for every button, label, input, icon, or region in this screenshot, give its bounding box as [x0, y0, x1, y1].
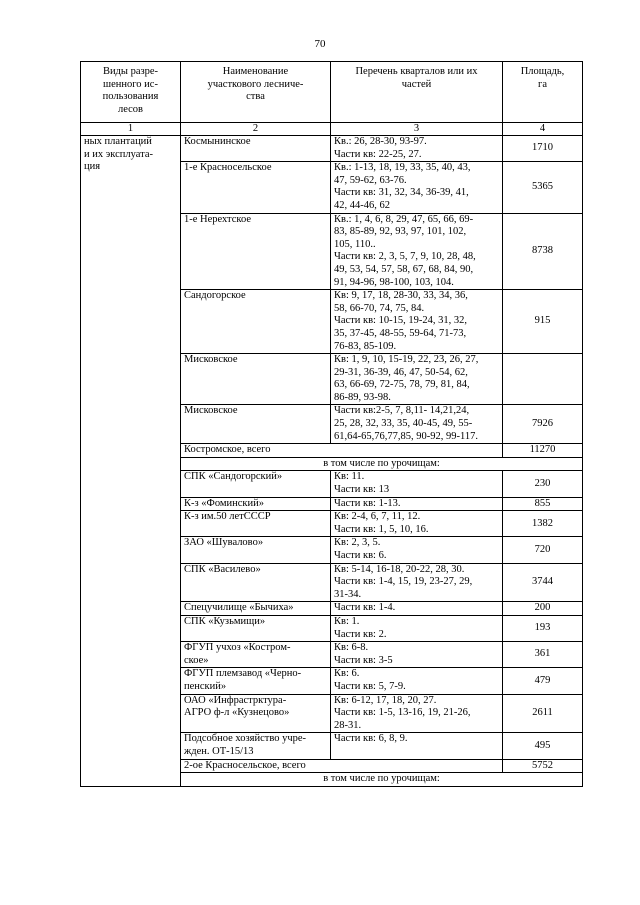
quarters-list: Кв: 6-12, 17, 18, 20, 27. Части кв: 1-5, 13-16, 19, 21-26, 28-31. [331, 694, 503, 733]
header-area: Площадь, га [503, 62, 583, 123]
tract-name: ФГУП учхоз «Костром- ское» [181, 642, 331, 668]
total-area: 11270 [503, 444, 583, 458]
forest-use-type: ных плантаций и их эксплуата- ция [81, 136, 181, 787]
area-value: 7926 [503, 405, 583, 444]
quarters-list: Кв: 5-14, 16-18, 20-22, 28, 30. Части кв: 1-4, 15, 19, 23-27, 29, 31-34. [331, 563, 503, 602]
quarters-list: Кв: 9, 17, 18, 28-30, 33, 34, 36, 58, 66-70, 74, 75, 84. Части кв: 10-15, 19-24, 31, 32, 35, 37-45, 48-55, 59-64, 71-73, 76-83, 85-109. [331, 290, 503, 354]
tract-name: К-з «Фоминский» [181, 497, 331, 511]
header-row [81, 62, 583, 123]
quarters-list: Кв: 6-8. Части кв: 3-5 [331, 642, 503, 668]
quarters-list: Кв: 1, 9, 10, 15-19, 22, 23, 26, 27, 29-31, 36-39, 46, 47, 50-54, 62, 63, 66-69, 72-75, 78, 79, 81, 84, 86-89, 93-98. [331, 354, 503, 405]
quarters-list: Части кв: 6, 8, 9. [331, 733, 503, 759]
area-value: 915 [503, 290, 583, 354]
forestry-name: 1-е Красносельское [181, 162, 331, 213]
area-value: 361 [503, 642, 583, 668]
quarters-list: Части кв: 1-4. [331, 602, 503, 616]
header-quarters-list: Перечень кварталов или их частей [331, 62, 503, 123]
forestry-name: 1-е Нерехтское [181, 213, 331, 290]
quarters-list: Кв.: 26, 28-30, 93-97. Части кв: 22-25, 27. [331, 136, 503, 162]
tract-name: СПК «Василево» [181, 563, 331, 602]
tract-name: СПК «Кузьмищи» [181, 615, 331, 641]
subheader: в том числе по урочищам: [181, 773, 583, 787]
page-number: 70 [314, 38, 326, 50]
total-label: Костромское, всего [181, 444, 503, 458]
column-numbers-row [81, 123, 583, 136]
area-value [503, 354, 583, 405]
quarters-list: Кв.: 1, 4, 6, 8, 29, 47, 65, 66, 69- 83, 85-89, 92, 93, 97, 101, 102, 105, 110.. Части кв: 2, 3, 5, 7, 9, 10, 28, 48, 49, 53, 54, 57, 58, 67, 68, 84, 90, 91, 94-96, 98-100, 103, 104. [331, 213, 503, 290]
quarters-list: Кв: 2, 3, 5. Части кв: 6. [331, 537, 503, 563]
quarters-list: Кв: 11. Части кв: 13 [331, 471, 503, 497]
forest-use-table [80, 61, 583, 787]
column-number-2: 2 [181, 123, 331, 136]
tract-name: СПК «Сандогорский» [181, 471, 331, 497]
area-value: 200 [503, 602, 583, 616]
forestry-name: Сандогорское [181, 290, 331, 354]
quarters-list: Кв: 1. Части кв: 2. [331, 615, 503, 641]
area-value: 3744 [503, 563, 583, 602]
area-value: 1382 [503, 511, 583, 537]
area-value: 193 [503, 615, 583, 641]
forestry-name: Космынинское [181, 136, 331, 162]
tract-name: Подсобное хозяйство учре- жден. ОТ-15/13 [181, 733, 331, 759]
forestry-name: Мисковское [181, 354, 331, 405]
total-area: 5752 [503, 759, 583, 773]
quarters-list: Кв: 6. Части кв: 5, 7-9. [331, 668, 503, 694]
forestry-name: Мисковское [181, 405, 331, 444]
tract-name: ФГУП племзавод «Черно- пенский» [181, 668, 331, 694]
column-number-3: 3 [331, 123, 503, 136]
tract-name: ЗАО «Шувалово» [181, 537, 331, 563]
quarters-list: Кв.: 1-13, 18, 19, 33, 35, 40, 43, 47, 59-62, 63-76. Части кв: 31, 32, 34, 36-39, 41, 42, 44-46, 62 [331, 162, 503, 213]
area-value: 8738 [503, 213, 583, 290]
tract-name: Спецучилище «Бычиха» [181, 602, 331, 616]
area-value: 855 [503, 497, 583, 511]
header-forestry-name: Наименование участкового лесниче- ства [181, 62, 331, 123]
area-value: 5365 [503, 162, 583, 213]
column-number-4: 4 [503, 123, 583, 136]
quarters-list: Кв: 2-4, 6, 7, 11, 12. Части кв: 1, 5, 10, 16. [331, 511, 503, 537]
area-value: 720 [503, 537, 583, 563]
area-value: 230 [503, 471, 583, 497]
quarters-list: Части кв:2-5, 7, 8,11- 14,21,24, 25, 28, 32, 33, 35, 40-45, 49, 55- 61,64-65,76,77,85, 90-92, 99-117. [331, 405, 503, 444]
area-value: 1710 [503, 136, 583, 162]
column-number-1: 1 [81, 123, 181, 136]
quarters-list: Части кв: 1-13. [331, 497, 503, 511]
tract-name: К-з им.50 летСССР [181, 511, 331, 537]
header-forest-use: Виды разре- шенного ис- пользования лесов [81, 62, 181, 123]
area-value: 2611 [503, 694, 583, 733]
area-value: 495 [503, 733, 583, 759]
total-label: 2-ое Красносельское, всего [181, 759, 503, 773]
table-row [81, 136, 583, 162]
area-value: 479 [503, 668, 583, 694]
tract-name: ОАО «Инфрастрктура- АГРО ф-л «Кузнецово» [181, 694, 331, 733]
subheader: в том числе по урочищам: [181, 457, 583, 471]
